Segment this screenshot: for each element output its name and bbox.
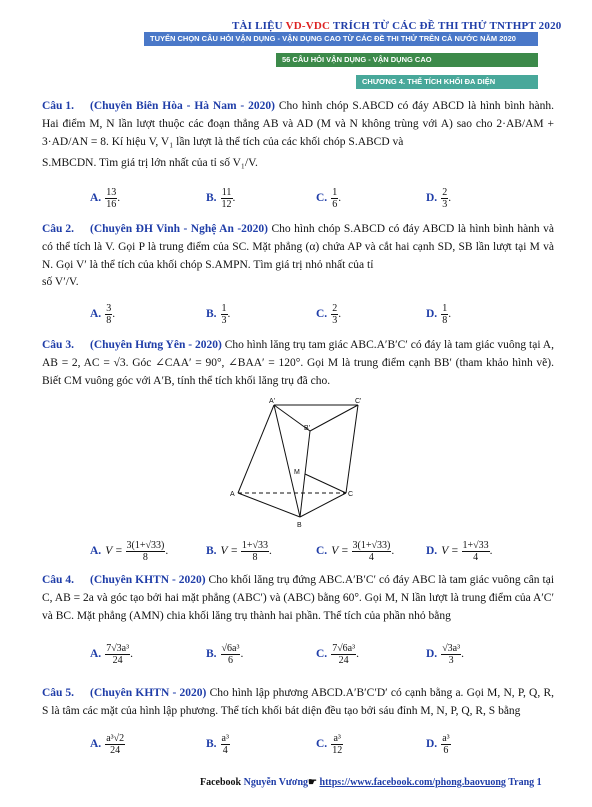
option-c[interactable]: C. $\frac{1}{6}$ . [316,187,342,210]
label-a: A [230,491,235,498]
fraction [221,733,230,756]
page-number: Trang 1 [505,777,542,788]
option-prefix: V = [331,545,349,558]
fraction [462,540,490,563]
edge-b1c1 [310,405,358,431]
question-1 [42,98,554,173]
banner-chapter: CHƯƠNG 4. THỂ TÍCH KHỐI ĐA DIỆN [356,75,538,89]
question-5 [42,685,554,721]
answers-2 [90,303,560,329]
question-2 [42,221,554,292]
denominator: 8 [106,315,112,326]
label-c: C [348,491,354,498]
option-d[interactable]: D. $\frac{1}{8}$ . [426,303,452,326]
option-prefix: V = [441,545,459,558]
label-b1: B' [304,425,311,432]
numerator: a³ [221,733,229,744]
option-b[interactable]: B. $\frac{\text{√6a³}}{6}$ . [206,643,244,666]
numerator: 1 [332,187,338,198]
fraction [105,303,112,326]
option-key: A. [90,738,102,751]
denominator: 8 [142,552,148,563]
numerator: √3a³ [442,643,461,654]
banner-count: 56 CÂU HỎI VẬN DỤNG - VẬN DỤNG CAO [276,53,538,67]
footer-author: Nguyễn Vương [243,777,309,788]
numerator: 1+√33 [241,540,269,551]
numerator: 13 [106,187,117,198]
denominator: 3 [332,315,338,326]
numerator: 3 [106,303,112,314]
question-text-cont: S.MBCDN. Tìm giá trị lớn nhất của tỉ số V₁/V. [42,157,258,170]
option-key: C. [316,308,328,321]
fraction [105,733,125,756]
option-key: C. [316,192,328,205]
option-c[interactable]: C. $\frac{\text{7√6a³}}{24}$ . [316,643,359,666]
question-text: Cho khối lăng trụ đứng ABC.A′B′C′ có đáy ABC là tam giác vuông cân tại C, AB = 2a và góc tạo bởi hai mặt phẳng (ABC′) và (ABC) bằng 60°. Gọi M, N lần lượt là trung điểm của A′C′ và BC. Mặt phẳng (AMN) chia khối lăng trụ thành hai phần. Thể tích của phần nhỏ bằng [42,574,555,622]
option-key: D. [426,648,438,661]
numerator: a³ [442,733,450,744]
fraction [331,187,338,210]
answers-1 [90,187,560,213]
question-source: (Chuyên ĐH Vinh - Nghệ An -2020) [90,223,269,235]
numerator: √6a³ [221,643,240,654]
title-prefix: TÀI LIỆU [232,20,286,32]
option-a[interactable]: A. $\frac{\text{7√3a³}}{24}$ . [90,643,133,666]
question-source: (Chuyên KHTN - 2020) [90,574,206,586]
title-vd: VD-VDC [285,20,331,32]
denominator: 12 [221,199,232,210]
numerator: a³ [331,733,343,745]
denominator: 3 [442,199,448,210]
denominator: 4 [473,552,479,563]
denominator: 16 [106,199,117,210]
numerator: 11 [221,187,232,198]
denominator: 12 [332,745,343,756]
title-suffix: TRÍCH TỪ CÁC ĐỀ THI THỬ TNTHPT 2020 [330,20,562,32]
segment-a1b [274,405,300,517]
fraction [441,733,450,756]
question-source: (Chuyên Hưng Yên - 2020) [90,339,222,351]
fraction [221,303,228,326]
denominator: 8 [442,315,448,326]
question-text: Cho hình chóp S.ABCD có đáy ABCD là hình bình hành. Hai điểm M, N lần lượt thuộc các đoạn thẳng AB và AD (M và N không trùng với A) sao cho 2·AB/AM + 3·AD/AN = 8. Kí hiệu V, V₁ lần lượt là thể tích của các khối chóp S.ABCD và [42,100,554,148]
fraction [441,643,461,666]
denominator: 6 [443,745,449,756]
answers-4 [90,643,560,669]
denominator: 4 [222,745,228,756]
denominator: 6 [228,655,234,666]
question-label: Câu 2. [42,223,74,235]
label-c1: C' [355,398,362,405]
question-4 [42,572,554,625]
option-c[interactable]: C. V = $\frac{3(1+√33)}{4}$ . [316,540,395,563]
numerator: 3(1+√33) [126,540,165,551]
option-a[interactable] [90,733,125,756]
numerator: 7√6a³ [332,643,356,654]
fraction [441,187,448,210]
denominator: 8 [252,552,258,563]
option-c[interactable]: C. $\frac{2}{3}$ . [316,303,342,326]
denominator: 24 [338,655,349,666]
question-label: Câu 1. [42,100,74,112]
edge-aa1 [238,405,274,493]
numerator: 2 [332,303,338,314]
option-a[interactable]: A. $\frac{13}{16}$ . [90,187,121,210]
answers-5 [90,733,560,759]
denominator: 24 [112,655,123,666]
option-key: A. [90,648,102,661]
option-key: C. [316,648,328,661]
label-m: M [294,469,300,476]
denominator: 6 [332,199,338,210]
option-b[interactable]: B. $\frac{11}{12}$ . [206,187,236,210]
fraction [331,643,356,666]
option-key: A. [90,308,102,321]
pointing-hand-icon: ☛ [308,777,320,788]
option-key: D. [426,192,438,205]
option-key: B. [206,308,217,321]
option-a[interactable]: A. $\frac{3}{8}$ . [90,303,116,326]
option-prefix: V = [105,545,123,558]
denominator: 3 [221,315,227,326]
question-label: Câu 4. [42,574,74,586]
answers-3 [90,540,560,566]
option-c[interactable] [316,733,343,756]
option-key: C. [316,545,328,558]
fraction [441,303,448,326]
option-key: B. [206,192,217,205]
edge-ab [238,493,300,517]
question-text: Cho hình chóp S.ABCD có đáy ABCD là hình bình hành và có thể tích là V. Gọi P là trung điểm của SC. Mặt phẳng (α) chứa AP và cắt hai cạnh SD, SB lần lượt tại M và N. Gọi V′ là thể tích của khối chóp S.AMPN. Tìm giá trị nhỏ nhất của tỉ [42,223,554,271]
option-key: A. [90,192,102,205]
prism-figure [224,395,364,531]
footer-facebook: Facebook [200,777,244,788]
question-source: (Chuyên Biên Hòa - Hà Nam - 2020) [90,100,275,112]
option-key: B. [206,738,217,751]
question-text-cont: số V′/V. [42,276,79,289]
fraction [241,540,269,563]
option-b[interactable]: B. V = $\frac{1+√33}{8}$ . [206,540,272,563]
option-a[interactable]: A. V = $\frac{3(1+√33)}{8}$ . [90,540,169,563]
numerator: 1 [442,303,448,314]
option-b[interactable]: B. $\frac{1}{3}$ . [206,303,231,326]
fraction [331,303,338,326]
edge-bc [300,493,346,517]
denominator: 4 [368,552,374,563]
fraction [221,643,241,666]
numerator: 1+√33 [462,540,489,551]
edge-cc1 [346,405,358,493]
banner-collection: TUYỂN CHỌN CÂU HỎI VẬN DỤNG - VẬN DỤNG CAO TỪ CÁC ĐỀ THI THỬ TRÊN CẢ NƯỚC NĂM 2020 [144,32,538,46]
denominator: 3 [448,655,454,666]
option-d[interactable] [426,733,451,756]
option-key: D. [426,308,438,321]
fraction [105,187,117,210]
option-key: B. [206,648,217,661]
question-label: Câu 3. [42,339,74,351]
question-3 [42,337,554,390]
fraction [331,733,343,756]
option-key: A. [90,545,102,558]
denominator: 24 [110,745,121,756]
question-source: (Chuyên KHTN - 2020) [90,687,207,699]
numerator: a³√2 [106,733,125,744]
fraction [126,540,166,563]
question-text: Cho hình lập phương ABCD.A′B′C′D′ có cạnh bằng a. Gọi M, N, P, Q, R, S là tâm các mặt của hình lập phương. Thể tích khối bát diện đều tạo bởi sáu đỉnh M, N, P, Q, R, S bằng [42,687,555,717]
question-text: Cho hình lăng trụ tam giác ABC.A′B′C′ có đáy là tam giác vuông tại A, AB = 2, AC = √3. Góc ∠CAA′ = 90°, ∠BAA′ = 120°. Gọi M là trung điểm cạnh BB′ (tham khảo hình vẽ). Biết CM vuông góc với A′B, tính thể tích khối lăng trụ đã cho. [42,339,554,387]
option-d[interactable]: D. $\frac{\text{√3a³}}{3}$ . [426,643,464,666]
fraction [221,187,233,210]
numerator: 7√3a³ [106,643,130,654]
label-b: B [297,522,302,529]
option-key: B. [206,545,217,558]
option-key: D. [426,545,438,558]
fraction [352,540,392,563]
fraction [105,643,130,666]
question-label: Câu 5. [42,687,74,699]
footer-link[interactable]: https://www.facebook.com/phong.baovuong [319,777,506,788]
numerator: 3(1+√33) [352,540,391,551]
label-a1: A' [269,398,276,405]
numerator: 2 [442,187,448,198]
segment-cm [305,474,346,493]
page-footer [200,775,542,791]
option-b[interactable] [206,733,230,756]
option-d[interactable]: D. $\frac{2}{3}$ . [426,187,452,210]
option-key: C. [316,738,328,751]
numerator: 1 [221,303,227,314]
option-d[interactable]: D. V = $\frac{1+√33}{4}$ . [426,540,493,563]
option-key: D. [426,738,438,751]
option-prefix: V = [220,545,238,558]
